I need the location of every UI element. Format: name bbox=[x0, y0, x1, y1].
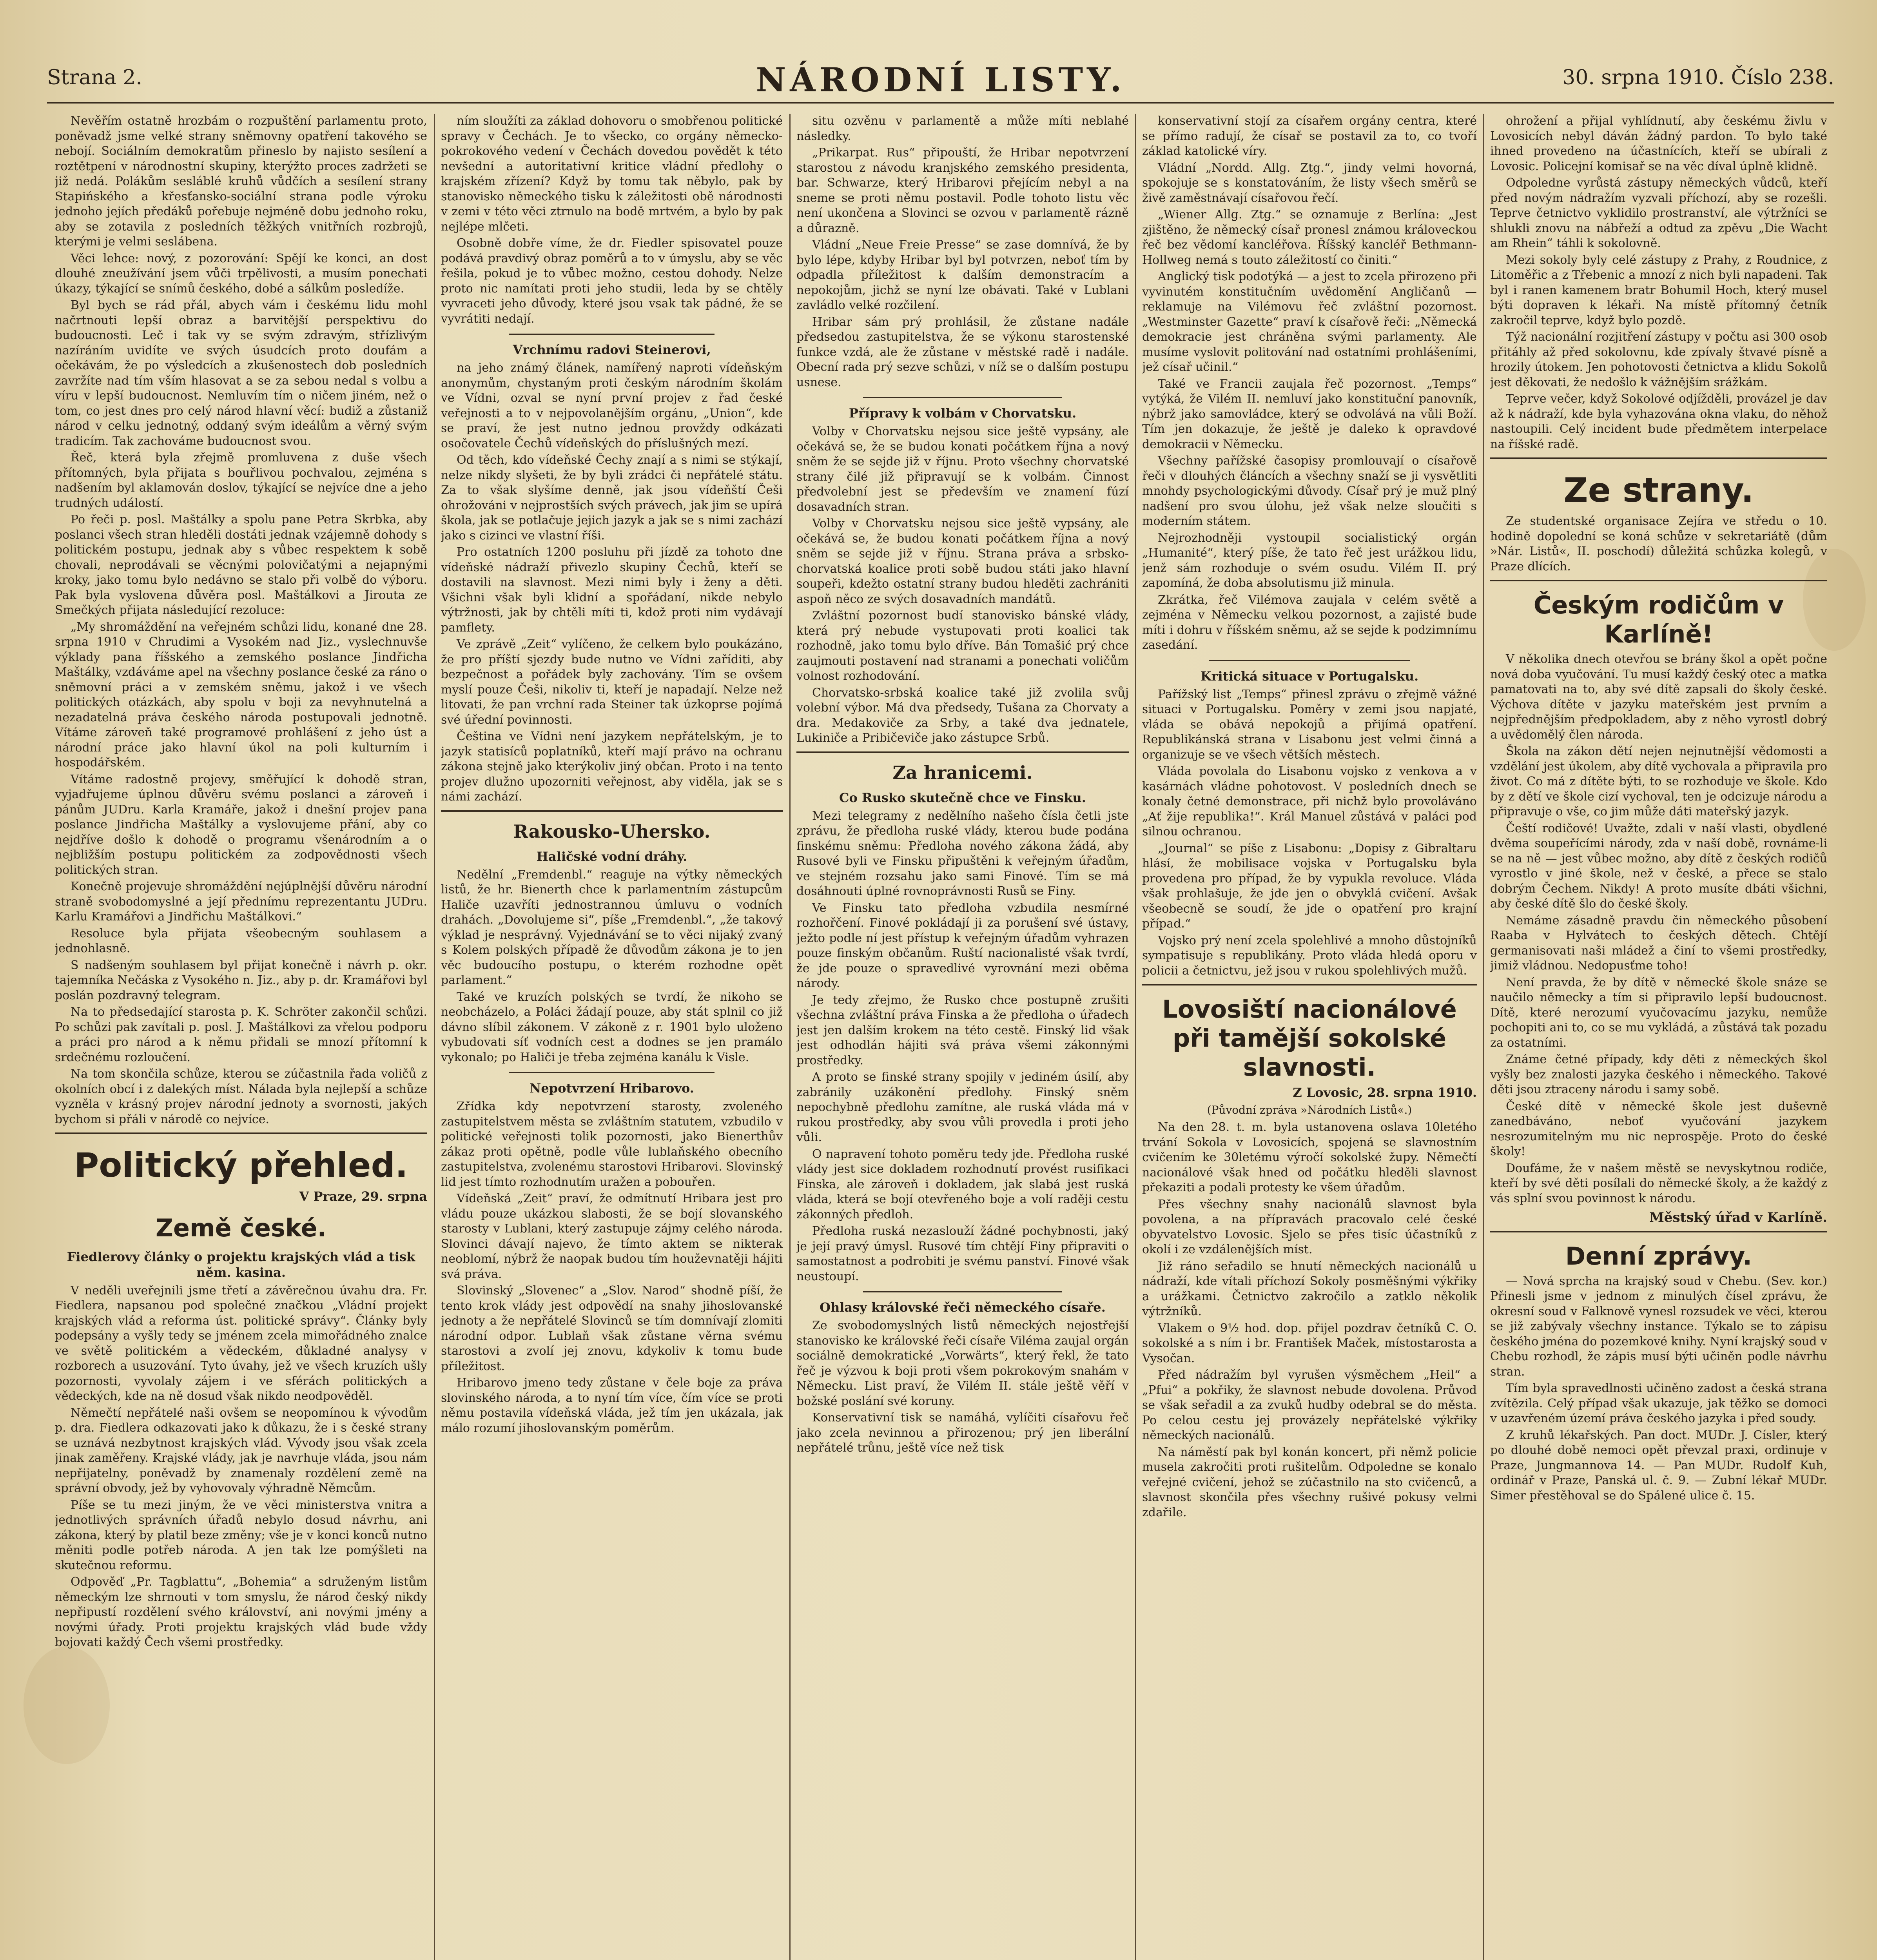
article-paragraph: „Wiener Allg. Ztg.“ se oznamuje z Berlína: „Jest zjištěno, že německý císař pronesl známou královeckou řeč bez vědomí kancléřova. Říšský kancléř Bethmann-Hollweg nemá s touto záležitostí co činiti.“ bbox=[1142, 208, 1477, 267]
newspaper-title: NÁRODNÍ LISTY. bbox=[756, 60, 1126, 99]
article-paragraph: Ve zprávě „Zeit“ vylíčeno, že celkem bylo poukázáno, že pro příští sjezdy bude nutno ve Vídni zaříditi, aby bezpečnost a pořádek byly zachovány. Tím se ovšem myslí pouze Češi, nikoliv ti, kteří je napadají. Nelze než litovati, že pan vrchní rada Steiner tak úzkoprse pojímá své úřední povinnosti. bbox=[441, 637, 783, 727]
resolution-text: „My shromáždění na veřejném schůzi lidu, konané dne 28. srpna 1910 v Chrudimi a Vysokém nad Jiz., vyslechnuvše výklady pana říšského a zemského poslance Jindřicha Maštálky, vzdáváme apel na všechny poslance české za ráno o sněmovní práci a v zemském sněmu, jakož i ve všech politických otázkách, aby spolu v boji za nevyhnutelná a nezadatelná práva českého národa postupovali jednotně. Vítáme zároveň také programové prohlášení z jeho úst a národní práce jako hlavní úkol na poli kulturním i hospodářském. bbox=[55, 620, 427, 769]
article-paragraph: České dítě v německé škole jest duševně zanedbáváno, neboť vyučování jazykem nesrozumitelným mu nic neprospěje. Proto do české školy! bbox=[1490, 1099, 1827, 1158]
article-paragraph: Vláda povolala do Lisabonu vojsko z venkova a v kasárnách vládne pohotovost. V posledních dnech se konaly četné demonstrace, při nichž bylo provoláváno „Ať žije republika!“. Král Manuel zůstává v paláci pod silnou ochranou. bbox=[1142, 764, 1477, 838]
article-heading: Fiedlerovy články o projektu krajských vlád a tisk něm. kasina. bbox=[67, 1249, 415, 1280]
article-paragraph: ním sloužíti za základ dohovoru o smobřenou politické spravy v Čechách. Je to všecko, co orgány německo-pokrokového vedení v Čechách dovedou povědět k této nevšední a autoritativní kritice vládní předlohy o krajském zřízení? Když by tomu tak něbylo, pak by stanovisko německého tisku k záležitosti obě národnosti v zemi v této věci ztrnulo na bodě mrtvém, a bylo by pak nejlépe mlčeti. bbox=[441, 114, 783, 234]
article-paragraph: Čeští rodičové! Uvažte, zdali v naší vlasti, obydlené dvěma soupeřícími národy, zda v naší době, rovnáme-li se na ně — jest vůbec možno, aby dítě z českých rodičů vyrostlo v jiné škole, než v české, a přece se stalo dobrým Čechem. Nikdy! A proto musíte dbáti všichni, aby české dítě šlo do české školy. bbox=[1490, 821, 1827, 911]
article-paragraph: Na to předsedající starosta p. K. Schröter zakončil schůzi. Po schůzi pak zavítali p. posl. J. Maštálkovi za vřelou podporu a práci pro národ a k němu přidali se mnozí přítomní k srdečnému rozloučení. bbox=[55, 1005, 427, 1064]
section-heading-abroad: Za hranicemi. bbox=[892, 762, 1033, 783]
article-paragraph: V několika dnech otevřou se brány škol a opět počne nová doba vyučování. Tu musí každý český otec a matka pamatovati na to, aby své dítě zapsali do školy české. Výchova dítěte v jazyku mateřském jest prvním a nejpřednějším předpokladem, aby z něho vyrostl dobrý a uvědomělý člen národa. bbox=[1490, 652, 1827, 742]
article-paragraph: Odpověď „Pr. Tagblattu“, „Bohemia“ a sdruženým listům německým lze shrnouti v tom smyslu, že národ český nikdy nepřipustí rozdělení svého království, ani novými jmény a novými úřady. Proti projektu krajských vlád bude vždy bojovati každý Čech všemi prostředky. bbox=[55, 1575, 427, 1649]
article-paragraph: ohrožení a přijal vyhlídnutí, aby českému živlu v Lovosicích nebyl dáván žádný pardon. To bylo také ihned provedeno na účastnících, kteří se ubírali z Lovosic. Policejní komisař se na věc díval úplně klidně. bbox=[1490, 114, 1827, 173]
article-heading: Přípravy k volbám v Chorvatsku. bbox=[849, 406, 1077, 421]
section-divider bbox=[1490, 457, 1827, 459]
article-paragraph: Všechny pařížské časopisy promlouvají o císařově řeči v dlouhých článcích a všechny snaží se ji vysvětliti mnohdy psychologickými důvody. Císař prý je muž plný nadšení pro svou úlohu, jež však nelze sloučiti s moderním státem. bbox=[1142, 454, 1477, 528]
article-paragraph: Od těch, kdo vídeňské Čechy znají a s nimi se stýkají, nelze nikdy slyšeti, že by byli zrádci či nepřátelé státu. Za to však slyšíme denně, jak jsou vídeňští Češi ohrožováni v nejprostších svých právech, jak jim se upírá škola, jak se potlačuje jejich jazyk a jak se s nimi zachází jako s cizinci ve vlastní říši. bbox=[441, 453, 783, 543]
section-divider bbox=[55, 1132, 427, 1134]
divider bbox=[1209, 660, 1410, 661]
article-paragraph: Pro ostatních 1200 posluhu při jízdě za tohoto dne vídeňské nádraží přivezlo skupiny Čechů, kteří se dostavili na slavnost. Mezi nimi byly i ženy a děti. Všichni však byli klidní a spořádaní, nikde nebylo výtržnosti, jak by chtěli míti ti, kdož proti nim vydávají pamflety. bbox=[441, 545, 783, 635]
dateline: Z Lovosic, 28. srpna 1910. bbox=[1293, 1085, 1477, 1100]
article-paragraph: Mezi telegramy z nedělního našeho čísla četli jste zprávu, že předloha ruské vlády, kterou bude podána finskému sněmu: Předloha nového zákona žádá, aby Rusové byli ve Finsku připuštěni k veřejným úřadům, ve stejném rozsahu jako sami Finové. Tím se má dosáhnouti úplné rovnoprávnosti Rusů se Finy. bbox=[796, 809, 1129, 898]
article-paragraph: Ze studentské organisace Zejíra ve středu o 10. hodině dopolední se koná schůze v sekretariátě (dům »Nár. Listů«, II. poschodí) důležitá schůzka kolegů, v Praze dlících. bbox=[1490, 514, 1827, 573]
article-paragraph: Nevěřím ostatně hrozbám o rozpuštění parlamentu proto, poněvadž jsme velké strany sněmovny opatření takového se nebojí. Sociálním demokratům přineslo by najisto sesílení a roztětpení v národnostní skupiny, kterýžto proces zadržeti se již nedá. Polákům sesláblé kruhů vůdčích a sesílení strany Stapińského a křesťansko-sociální strana podle výroku jednoho jejích předáků pořebuje nejméně dobu jednoho roku, aby se zotavila z posledních těžkých vnitřních rozbrojů, kterými je velmi seslábena. bbox=[55, 114, 427, 249]
column-2 bbox=[441, 114, 783, 1960]
article-paragraph: Nejrozhodněji vystoupil socialistický orgán „Humanité“, který píše, že tato řeč jest urážkou lidu, jenž sám rozhoduje o svém osudu. Vilém II. prý zapomíná, že doba absolutismu již minula. bbox=[1142, 531, 1477, 590]
article-paragraph: Doufáme, že v našem městě se nevyskytnou rodiče, kteří by své děti posílali do německé školy, a že každý z vás splní svou povinnost k národu. bbox=[1490, 1161, 1827, 1205]
article-paragraph: Vládní „Nordd. Allg. Ztg.“, jindy velmi hovorná, spokojuje se s konstatováním, že listy všech směrů se živě zaměstnávají císařovou řečí. bbox=[1142, 161, 1477, 205]
section-divider bbox=[796, 751, 1129, 753]
article-paragraph: situ ozvěnu v parlamentě a může míti neblahé následky. bbox=[796, 114, 1129, 143]
section-heading-political-overview: Politický přehled. bbox=[74, 1146, 408, 1185]
article-paragraph: V neděli uveřejnili jsme třetí a závěrečnou úvahu dra. Fr. Fiedlera, napsanou pod společné značkou „Vládní projekt krajských vlád a reforma úst. politické správy“. Články byly podepsány a vyšly tedy se jménem zcela mimořádného znalce ve světě politickém a vědeckém, důkladné analysy v rozborech a usuzování. Tyto úvahy, jež ve všech kruzích ušly pozornosti, vyvolaly zájem i ve sférách politických a vědeckých, kde na ně dosud však nikdo neodpověděl. bbox=[55, 1283, 427, 1403]
article-paragraph: Němečtí nepřátelé naši ovšem se neopomínou k vývodům p. dra. Fiedlera odkazovati jako k důkazu, že i s české strany se uznává nezbytnost krajských vlád. Vývody jsou však zcela jinak zaměřeny. Krajské vlády, jak je navrhuje vláda, jsou nám nepřijatelny, poněvadž by znamenaly rozdělení země na správní obvody, jež by vyhovovaly výhradně Němcům. bbox=[55, 1406, 427, 1495]
article-paragraph: O napravení tohoto poměru tedy jde. Předloha ruské vlády jest sice dokladem rozhodnutí provést rusifikaci Finska, ale zároveň i dokladem, jak slabá jest ruská vláda, která se bojí otevřeného boje a volí raději cestu zákonných předloh. bbox=[796, 1147, 1129, 1221]
article-paragraph: Také ve kruzích polských se tvrdí, že nikoho se neobcházelo, a Poláci žádají pouze, aby stát splnil co již dávno slíbil zákonem. V zákoně z r. 1901 bylo uloženo vybudovati síť vodních cest a dodnes se jen pramálo vykonalo; po Haliči je třeba zejména kanálu k Visle. bbox=[441, 990, 783, 1064]
article-paragraph: Osobně dobře víme, že dr. Fiedler spisovatel pouze podává pravdivý obraz poměrů a to v úmyslu, aby se věc řešila, pokud je to vůbec možno, cestou dohody. Nelze proto nic namítati proti jeho studii, leda by se chtěly vyvraceti jeho důvody, které jsou vsak tak pádné, že se vyvrátiti nedají. bbox=[441, 236, 783, 326]
article-paragraph: Na tom skončila schůze, kterou se zúčastnila řada voličů z okolních obcí i z dalekých míst. Nálada byla nejlepší a schůze vyzněla v krásný projev národní jednoty a svornosti, jakých bychom si přáli v národě co nejvíce. bbox=[55, 1067, 427, 1126]
article-paragraph: Na den 28. t. m. byla ustanovena oslava 10letého trvání Sokola v Lovosicích, spojená se slavnostním cvičením ke 30letému výročí sokolské župy. Němečtí nacionálové však hned od počátku hleděli slavnost překaziti a podali protesty ke všem úřadům. bbox=[1142, 1120, 1477, 1194]
article-paragraph: Vídeňská „Zeit“ praví, že odmítnutí Hribara jest pro vládu pouze ukázkou slabosti, že se bojí slovanského starosty v Lublani, který zastupuje zájmy celého národa. Slovinci dávají najevo, že tímto aktem se nikterak neoblomí, nýbrž že naopak budou tím houževnatěji hájiti svá práva. bbox=[441, 1192, 783, 1281]
article-paragraph: Nemáme zásadně pravdu čin německého působení Raaba v Hylvátech to českých dětech. Chtějí germanisovati naši mládež a činí to všemi prostředky, jimiž vládnou. Nedopusťme toho! bbox=[1490, 913, 1827, 973]
article-heading: Vrchnímu radovi Steinerovi, bbox=[513, 342, 711, 357]
article-paragraph: „Prikarpat. Rus“ připouští, že Hribar nepotvrzení starostou z návodu kranjského zemského presidenta, bar. Schwarze, který Hribarovi přejícím nebyl a na sneme se proti němu postavil. Podle tohoto listu věc není ukončena a Slovinci se ozvou v parlamentě rázně a důrazně. bbox=[796, 146, 1129, 235]
article-paragraph: Resoluce byla přijata všeobecným souhlasem a jednohlasně. bbox=[55, 926, 427, 955]
section-divider bbox=[1490, 1231, 1827, 1232]
divider bbox=[509, 1072, 714, 1073]
page-number: Strana 2. bbox=[47, 66, 143, 89]
article-paragraph: Odpoledne vyrůstá zástupy německých vůdců, kteří před novým nádražím vyzvali příchozí, aby se rozešli. Teprve četnictvo vyklidilo prostranství, ale výtržníci se shlukli znovu na nábřeží a odtud za zpěvu „Die Wacht am Rhein“ táhli k sokolovně. bbox=[1490, 176, 1827, 250]
article-heading: Ohlasy královské řeči německého císaře. bbox=[820, 1300, 1106, 1315]
article-paragraph: A proto se finské strany spojily v jediném úsilí, aby zabránily uzákonění předlohy. Finský sněm nepochybně předlohu zamítne, ale ruská vláda má v rukou prostředky, aby svou vůli provedla i proti jeho vůli. bbox=[796, 1070, 1129, 1144]
article-paragraph: Anglický tisk podotýká — a jest to zcela přirozeno při vyvinutém konstitučním uvědomění Angličanů — reklamuje na Vilémovu řeč zvláštní pozornost. „Westminster Gazette“ praví k císařově řeči: „Německá demokracie jest chráněna svými parlamenty. Ale musíme vyslovit politování nad ostatními prohlášeními, jež císař učinil.“ bbox=[1142, 270, 1477, 374]
article-paragraph: Vládní „Neue Freie Presse“ se zase domnívá, že by bylo lépe, kdyby Hribar byl byl potvrzen, neboť tím by odpadla příležitost k dalším demonstracím a nepokojům, jichž se nyní lze obávati. Také v Lublani zavládlo velké rozčilení. bbox=[796, 238, 1129, 312]
article-paragraph: Předloha ruská nezaslouží žádné pochybnosti, jaký je její pravý úmysl. Rusové tím chtějí Finy připraviti o samostatnost a podrobiti je svému panství. Finové však neustoupí. bbox=[796, 1224, 1129, 1283]
article-paragraph: Zvláštní pozornost budí stanovisko bánské vlády, která prý nebude vystupovati proti koalici tak rozhodně, jako tomu bylo dříve. Bán Tomašić prý chce zaujmouti postavení nad stranami a ponechati voličům volnost rozhodování. bbox=[796, 609, 1129, 683]
signature-city-office: Městský úřad v Karlíně. bbox=[1649, 1210, 1827, 1225]
column-rule bbox=[789, 114, 791, 1960]
section-heading-austria-hungary: Rakousko-Uhersko. bbox=[513, 820, 711, 842]
article-paragraph: — Nová sprcha na krajský soud v Chebu. (Sev. kor.) Přinesli jsme v jednom z minulých čísel zprávu, že okresní soud v Falknově vynesl rozsudek ve věci, kterou se již zabývaly všechny instance. Týkalo se to zápisu českého jména do pozemkové knihy. Nyní krajský soud v Chebu rozhodl, že zápis musí býti učiněn podle návrhu stran. bbox=[1490, 1274, 1827, 1379]
article-paragraph: Škola na zákon dětí nejen nejnutnější vědomosti a vzdělání jest úkolem, aby dítě vychovala a připravila pro život. Co má z dítěte býti, to se rozhoduje ve škole. Kdo by z dětí ve škole cizí vychoval, ten je odcizuje národu a připravuje o vše, co jim může dáti mateřský jazyk. bbox=[1490, 744, 1827, 818]
section-divider bbox=[1142, 984, 1477, 985]
article-paragraph: Vlakem o 9½ hod. dop. přijel pozdrav četníků C. O. sokolské a s ním i br. František Maček, místostarosta a Vysočan. bbox=[1142, 1321, 1477, 1365]
article-paragraph: Je tedy zřejmo, že Rusko chce postupně zrušiti všechna zvláštní práva Finska a že předloha o úřadech jest jen dalším krokem na této cestě. Finský lid však jest odhodlán hájiti svá práva všemi zákonnými prostředky. bbox=[796, 993, 1129, 1067]
article-paragraph: Nedělní „Fremdenbl.“ reaguje na výtky německých listů, že hr. Bienerth chce k parlamentním zástupcům Haliče uzavříti jednostrannou úmluvu o vodních drahách. „Dovolujeme si“, píše „Fremdenbl.“, „že takový výklad je nesprávný. Vyjednávání se to věci nijaký zvaný s Kolem polských případě že důvodům zákona je to jen věc budoucího postupu, o kterém rozhodne opět parlament.“ bbox=[441, 867, 783, 987]
article-paragraph: Hribar sám prý prohlásil, že zůstane nadále předsedou zastupitelstva, že se výkonu starostenské funkce vzdá, ale že zůstane v městské radě i nadále. Obecní rada prý sezve schůzi, v níž se o dalším postupu usnese. bbox=[796, 315, 1129, 389]
article-heading-lovosice: Lovosiští nacionálové při tamější sokolské slavnosti. bbox=[1162, 995, 1457, 1082]
article-paragraph: Ze svobodomyslných listů německých nejostřejší stanovisko ke královské řeči císaře Viléma zaujal orgán sociálně demokratické „Vorwärts“, který řekl, že tato řeč je výzvou k boji proti všem pokrokovým snahám v Německu. List praví, že Vilém II. stále ještě věří v božské poslání své koruny. bbox=[796, 1319, 1129, 1408]
column-5 bbox=[1490, 114, 1827, 1960]
article-paragraph: Byl bych se rád přál, abych vám i českému lidu mohl načrtnouti lepší obraz a barvitější perspektivu do budoucnosti. Leč i tak vy se svým zdravým, střízlivým nazíráním uvidíte ve svých úsudcích proto doufám a očekávám, že po výsledcích a zkušenostech dob posledních zavržíte nad tím vším hlasovat a se za sebou nedal s volbu a víru v lepší budoucnost. Nemluvím tím o ničem jiném, než o tom, co jest dnes pro celý národ hlavní věcí: budiž a zůstaniž národ v celku jednotný, oddaný svým ideálům a věrný svým tradicím. Tak zachováme budoucnost svou. bbox=[55, 298, 427, 448]
article-paragraph: Není pravda, že by dítě v německé škole snáze se naučilo německy a tím si připravilo lepší budoucnost. Dítě, které nerozumí vyučovacímu jazyku, nemůže pochopiti ani to, co se mu vykládá, a zůstává tak pozadu za ostatními. bbox=[1490, 975, 1827, 1050]
article-paragraph: Chorvatsko-srbská koalice také již zvolila svůj volební výbor. Má dva předsedy, Tušana za Chorvaty a dra. Medakoviče za Srby, a také dva jednatele, Lukiniče a Pribičeviče jako zástupce Srbů. bbox=[796, 686, 1129, 745]
section-heading-czech-lands: Země české. bbox=[155, 1213, 327, 1242]
article-heading: Nepotvrzení Hribarovo. bbox=[530, 1081, 694, 1096]
section-divider bbox=[441, 810, 783, 812]
article-paragraph: Zkrátka, řeč Vilémova zaujala v celém světě a zejména v Německu velkou pozornost, a zajisté bude míti i dohru v říšském sněmu, až se sejde k podzimnímu zasedání. bbox=[1142, 593, 1477, 652]
divider bbox=[863, 1291, 1063, 1292]
article-paragraph: Týž nacionální rozjitření zástupy v počtu asi 300 osob přitáhly až před sokolovnu, kde zpívaly štvavé písně a hrozily útokem. Jen pohotovosti četnictva a klidu Sokolů jest děkovati, že nedošlo k vážnějším srážkám. bbox=[1490, 330, 1827, 389]
article-paragraph: Píše se tu mezi jiným, že ve věci ministerstva vnitra a jednotlivých správních úřadů nebylo dosud návrhu, ani zákona, který by platil beze změny; vše je v konci konců nutno měniti podle potřeb národa. A jen tak lze pomýšleti na skutečnou reformu. bbox=[55, 1498, 427, 1572]
article-paragraph: Mezi sokoly byly celé zástupy z Prahy, z Roudnice, z Litoměřic a z Třebenic a mnozí z nich byli napadeni. Tak byl i ranen kamenem bratr Bohumil Hoch, který musel býti dopraven k lékaři. Na místě přítomný četník zakročil teprve, když bylo pozdě. bbox=[1490, 253, 1827, 327]
article-paragraph: S nadšeným souhlasem byl přijat konečně i návrh p. okr. tajemníka Nečáska z Vysokého n. Jiz., aby p. dr. Kramářovi byl poslán pozdravný telegram. bbox=[55, 958, 427, 1002]
article-paragraph: Tím byla spravedlnosti učiněno zadost a česká strana zvítězila. Celý případ však ukazuje, jak těžko se domoci v uzavřeném území práva českého jazyka i před soudy. bbox=[1490, 1381, 1827, 1425]
section-heading-daily-news: Denní zprávy. bbox=[1565, 1241, 1752, 1270]
column-1 bbox=[55, 114, 427, 1960]
column-rule bbox=[1135, 114, 1136, 1960]
article-paragraph: Čeština ve Vídni není jazykem nepřátelským, je to jazyk statisíců poplatníků, kteří mají právo na ochranu zákona stejně jako kterýkoliv jiný občan. Proto i na tento projev dlužno upozorniti veřejnost, aby viděla, jak se s námi zachází. bbox=[441, 730, 783, 804]
article-paragraph: Hribarovo jmeno tedy zůstane v čele boje za práva slovinského národa, a to nyní tím více, čím více se proti němu postavila vídeňská vláda, jež tím jen ukázala, jak málo rozumí jihoslovanským poměrům. bbox=[441, 1376, 783, 1435]
masthead bbox=[47, 59, 1834, 104]
article-paragraph: Řeč, která byla zřejmě promluvena z duše všech přítomných, byla přijata s bouřlivou pochvalou, zejména s nadšením byl aklamován doslov, týkající se nejvíce dne a jeho trudných událostí. bbox=[55, 451, 427, 510]
article-paragraph: Z kruhů lékařských. Pan doct. MUDr. J. Císler, který po dlouhé době nemoci opět převzal praxi, ordinuje v Praze, Jungmannova 14. — Pan MUDr. Rudolf Kuh, ordinář v Praze, Panská ul. č. 9. — Zubní lékař MUDr. Simer přestěhoval se do Spálené ulice č. 15. bbox=[1490, 1428, 1827, 1503]
article-paragraph: Konservativní tisk se namáhá, vylíčiti císařovu řeč jako zcela nevinnou a přirozenou; prý jen liberální nepřátelé trůnu, ještě více než tisk bbox=[796, 1411, 1129, 1455]
article-paragraph: Volby v Chorvatsku nejsou sice ještě vypsány, ale očekává se, že se budou konati počátkem října a nový sněm že se sejde již v říjnu. Proto všechny chorvatské strany čilé již připravují se k volbám. Činnost předvolební jest se především ve znamení fúzí dosavadních stran. bbox=[796, 425, 1129, 514]
dateline: V Praze, 29. srpna bbox=[299, 1189, 427, 1204]
issue-date: 30. srpna 1910. Číslo 238. bbox=[1562, 66, 1834, 89]
article-heading: Haličské vodní dráhy. bbox=[536, 849, 687, 864]
divider bbox=[863, 397, 1063, 398]
article-paragraph: Přes všechny snahy nacionálů slavnost byla povolena, a na přípravách pracovalo celé české obyvatelstvo Lovosic. Sjelo se přes tisíc účastníků z okolí i ze vzdálenějších míst. bbox=[1142, 1197, 1477, 1256]
article-paragraph: na jeho známý článek, namířený naproti vídeňským anonymům, chystaným proti českým národním školám ve Vídni, ozval se nyní první projev z řad české veřejnosti a to v nejpovolanějším orgánu, „Union“, kde se praví, že jest nutno jednou provždy odkázati osočovatele Čechů vídeňských do příslušných mezí. bbox=[441, 361, 783, 450]
article-paragraph: Pařížský list „Temps“ přinesl zprávu o zřejmě vážné situaci v Portugalsku. Poměry v zemi jsou napjaté, vláda se obává nepokojů a přijímá opatření. Republikánská strana v Lisabonu jest velmi činná a organizuje se ve všech větších městech. bbox=[1142, 687, 1477, 762]
section-heading-party: Ze strany. bbox=[1563, 471, 1754, 510]
article-paragraph: Vojsko prý není zcela spolehlivé a mnoho důstojníků sympatisuje s republikány. Proto vláda hledá oporu v policii a četnictvu, jež jsou v rukou spolehlivých mužů. bbox=[1142, 933, 1477, 978]
article-paragraph: Teprve večer, když Sokolové odjížděli, provázel je dav až k nádraží, kde byla vyhazována okna vlaku, do něhož nastoupili. Celý incident bude předmětem interpelace na říšské radě. bbox=[1490, 392, 1827, 451]
article-paragraph: Slovinský „Slovenec“ a „Slov. Narod“ shodně píší, že tento krok vlády jest odpovědí na snahy jihoslovanské jednoty a že nepřátelé Slovinců se tím domnívají zlomiti národní odpor. Lublaň však zůstane věrna svému starostovi a zvolí jej znovu, kdykoliv k tomu bude příležitost. bbox=[441, 1284, 783, 1373]
column-3 bbox=[796, 114, 1129, 1960]
article-paragraph: Na náměstí pak byl konán koncert, při němž policie musela zakročiti proti rušitelům. Odpoledne se konalo veřejné cvičení, jehož se zúčastnilo na sto cvičenců, a slavnost skončila přes všechny rušivé pokusy velmi zdařile. bbox=[1142, 1445, 1477, 1519]
article-paragraph: Volby v Chorvatsku nejsou sice ještě vypsány, ale očekává se, že budou konati počátkem října a nový sněm se sejde již v říjnu. Strana práva a srbsko-chorvatská koalice proti sobě budou státi jako hlavní soupeři, kdežto ostatní strany budou hleděti zachrániti aspoň něco ze svých dosavadních mandátů. bbox=[796, 517, 1129, 606]
article-paragraph: Ve Finsku tato předloha vzbudila nesmírné rozhořčení. Finové pokládají ji za porušení své ústavy, ježto podle ní jest přístup k veřejným úřadům vyhrazen pouze finským občanům. Ruští nacionalisté však tvrdí, že jde pouze o spravedlivé vyrovnání mezi oběma národy. bbox=[796, 901, 1129, 990]
article-paragraph: Věci lehce: nový, z pozorování: Spějí ke konci, an dost dlouhé zneužívání jsem vůči trpělivosti, a musím ponechati úkazy, týkající se snímů českého, dobé a sálkům posledíže. bbox=[55, 251, 427, 296]
article-paragraph: Zřídka kdy nepotvrzení starosty, zvoleného zastupitelstvem města se zvláštním statutem, vzbudilo v politické veřejnosti tolik pozornosti, jako Bienerthův zákaz proti opětně, podle vůle lublaňského obecního zastupitelstva, zvolenému starostovi Hribarovi. Slovinský lid jest tímto rozhodnutím uražen a pobouřen. bbox=[441, 1100, 783, 1189]
column-rule bbox=[1483, 114, 1484, 1960]
article-paragraph: Již ráno seřadilo se hnutí německých nacionálů u nádraží, kde vítali příchozí Sokoly posměšnými výkřiky a urážkami. Četnictvo zakročilo a zatklo několik výtržníků. bbox=[1142, 1259, 1477, 1318]
article-paragraph: Známe četné případy, kdy děti z německých škol vyšly bez znalosti jazyka českého i německého. Takové děti jsou ztraceny národu i samy sobě. bbox=[1490, 1053, 1827, 1096]
column-rule bbox=[434, 114, 435, 1960]
article-paragraph: „Journal“ se píše z Lisabonu: „Dopisy z Gibraltaru hlásí, že mobilisace vojska v Portugalsku byla provedena pro případ, že by vypukla revoluce. Vláda však prohlašuje, že jde jen o obvyklá cvičení. Avšak všeobecně se soudí, že jde o opatření pro krajní případ.“ bbox=[1142, 841, 1477, 931]
article-paragraph: konservativní stojí za císařem orgány centra, které se přímo radují, že císař se postavil za to, co tvoří základ katolické víry. bbox=[1142, 114, 1477, 158]
column-4 bbox=[1142, 114, 1477, 1960]
section-divider bbox=[1490, 580, 1827, 581]
article-heading: Kritická situace v Portugalsku. bbox=[1200, 668, 1419, 684]
article-paragraph: Také ve Francii zaujala řeč pozornost. „Temps“ vytýká, že Vilém II. nemluví jako konstituční panovník, nýbrž jako samovládce, který se odvolává na vůli Boží. Tím jen dokazuje, že ještě je daleko k opravdové demokracii v Německu. bbox=[1142, 377, 1477, 451]
article-paragraph: Vítáme radostně projevy, směřující k dohodě stran, vyjadřujeme úplnou důvěru svému poslanci a zároveň i pánům JUDru. Karla Kramáře, jakož i dnešní projev pana poslance Jindřicha Maštálky a vyslovujeme přání, aby co nejdříve došlo k dohodě o programu všenárodním a o nejbližším postupu politickém za zodpovědnosti všech politických stran. bbox=[55, 772, 427, 877]
article-paragraph: Konečně projevuje shromáždění nejúplnější důvěru národní straně svobodomyslné a její přednímu reprezentantu JUDru. Karlu Kramářovi a Jindřichu Maštálkovi.“ bbox=[55, 880, 427, 924]
source-note: (Původní zpráva »Národních Listů«.) bbox=[1207, 1103, 1412, 1116]
article-paragraph: Po řeči p. posl. Maštálky a spolu pane Petra Skrbka, aby poslanci všech stran hleděli dostáti jednak vzájemně dohody s politickém postupu, jednak aby s vůbec respektem k sobě chovali, neprodávali se věcnými polovičatými a nejapnými kroky, jako tomu bylo nedávno se stalo při volbě do výboru. Pak byla vyslovena důvěra posl. Maštálkovi a Jirouta ze Smečkých přijata následující rezoluce: bbox=[55, 513, 427, 617]
article-paragraph: Před nádražím byl vyrušen výsměchem „Heil“ a „Pfui“ a pokřiky, že slavnost nebude dovolena. Průvod se však seřadil a za zvuků hudby odebral se do města. Po celou cestu jej provázely nepřátelské výkřiky německých nacionálů. bbox=[1142, 1368, 1477, 1442]
section-heading-parents-karlin: Českým rodičům v Karlíně! bbox=[1533, 591, 1784, 648]
divider bbox=[509, 334, 714, 335]
article-heading: Co Rusko skutečně chce ve Finsku. bbox=[839, 790, 1086, 805]
